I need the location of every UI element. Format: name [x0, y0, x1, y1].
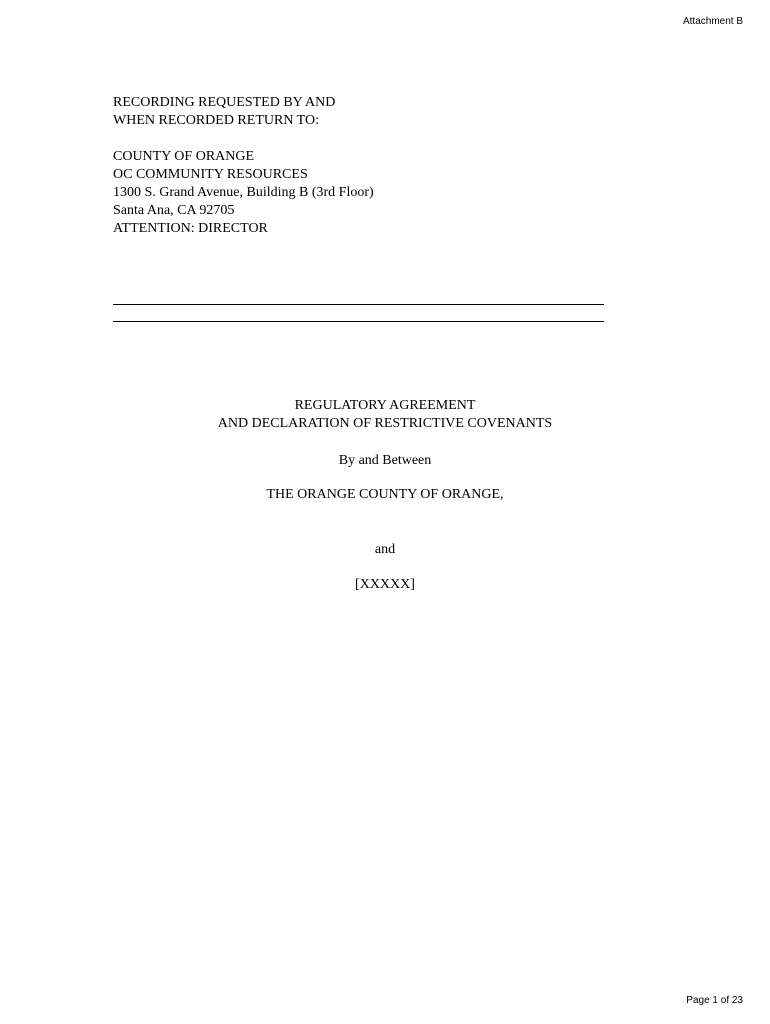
title-line-2: AND DECLARATION OF RESTRICTIVE COVENANTS	[217, 416, 553, 431]
department-line: OC COMMUNITY RESOURCES	[113, 167, 308, 182]
and-conjunction: and	[374, 542, 396, 557]
when-recorded-line: WHEN RECORDED RETURN TO:	[113, 113, 319, 128]
recording-requested-line: RECORDING REQUESTED BY AND	[113, 95, 336, 110]
county-name-line: COUNTY OF ORANGE	[113, 149, 255, 164]
recording-return-block	[113, 94, 613, 238]
party-2-placeholder: [XXXXX]	[355, 577, 415, 592]
party-1: THE ORANGE COUNTY OF ORANGE,	[266, 487, 504, 502]
by-and-between: By and Between	[338, 453, 432, 468]
title-line-1: REGULATORY AGREEMENT	[294, 398, 476, 413]
attachment-label: Attachment B	[682, 16, 743, 27]
city-state-zip-line: Santa Ana, CA 92705	[113, 203, 235, 218]
attention-line: ATTENTION: DIRECTOR	[113, 221, 268, 236]
blank-rule-1	[113, 304, 604, 305]
blank-rule-2	[113, 321, 604, 322]
page-number: Page 1 of 23	[686, 995, 743, 1006]
spacer	[113, 130, 613, 148]
street-address-line: 1300 S. Grand Avenue, Building B (3rd Floor)	[113, 185, 374, 200]
